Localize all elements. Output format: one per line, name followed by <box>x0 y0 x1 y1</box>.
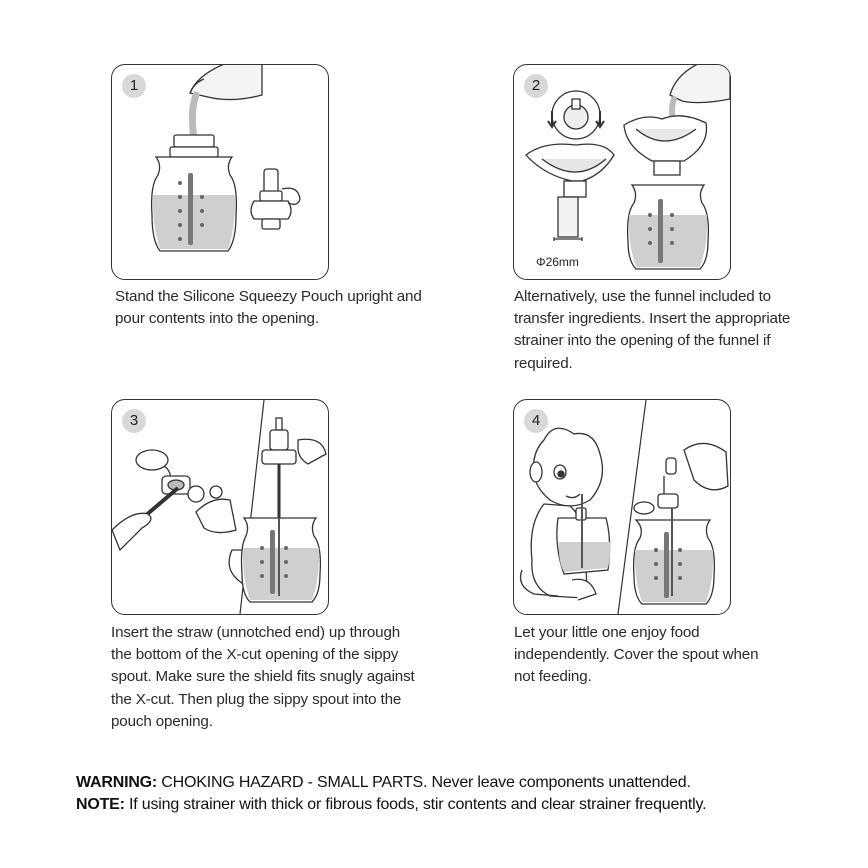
hand-illustration <box>112 499 236 550</box>
baby-illustration <box>521 428 603 600</box>
warning-label: WARNING: <box>76 774 158 791</box>
diameter-label: Φ26mm <box>536 255 579 269</box>
step-4-panel <box>513 399 731 615</box>
safety-notes <box>76 772 706 816</box>
pouch-illustration <box>634 508 715 604</box>
spout-illustration <box>251 169 300 229</box>
step-1-caption: Stand the Silicone Squeezy Pouch upright and pour contents into the opening. <box>115 288 422 328</box>
baby-feeding-illustration <box>514 400 730 614</box>
hand-illustration <box>666 443 728 489</box>
warning-text: CHOKING HAZARD - SMALL PARTS. Never leave components unattended. <box>157 774 691 791</box>
step-number-badge: 4 <box>524 409 548 433</box>
step-number-badge: 2 <box>524 74 548 98</box>
note-label: NOTE: <box>76 796 125 813</box>
step-number-badge: 1 <box>122 74 146 98</box>
step-4-caption: Let your little one enjoy food independently. Cover the spout when not feeding. <box>514 624 759 686</box>
note-text: If using strainer with thick or fibrous foods, stir contents and clear strainer frequently. <box>124 796 707 813</box>
pouch-illustration <box>152 135 237 251</box>
straw-insert-illustration <box>112 400 328 614</box>
step-2-panel <box>513 64 731 280</box>
pitcher-illustration <box>670 65 730 103</box>
warning-line <box>76 772 706 794</box>
step-3-panel <box>111 399 329 615</box>
step-1-panel <box>111 64 329 280</box>
step-3-caption: Insert the straw (unnotched end) up through the bottom of the X-cut opening of the sippy spout. Make sure the shield fits snugly against the X-cut. Then plug the sippy spout into the pouch opening. <box>111 624 415 730</box>
pouch-illustration <box>628 185 709 269</box>
pitcher-illustration <box>190 65 262 100</box>
strainer-illustration <box>548 91 604 139</box>
funnel-illustration <box>514 65 730 279</box>
pouch-pour-illustration <box>112 65 328 279</box>
step-2-caption: Alternatively, use the funnel included to transfer ingredients. Insert the appropriate strainer into the opening of the funnel if required. <box>514 288 791 372</box>
pouch-illustration <box>242 518 321 602</box>
note-line <box>76 794 706 816</box>
step-number-badge: 3 <box>122 409 146 433</box>
spout-illustration <box>136 450 222 502</box>
